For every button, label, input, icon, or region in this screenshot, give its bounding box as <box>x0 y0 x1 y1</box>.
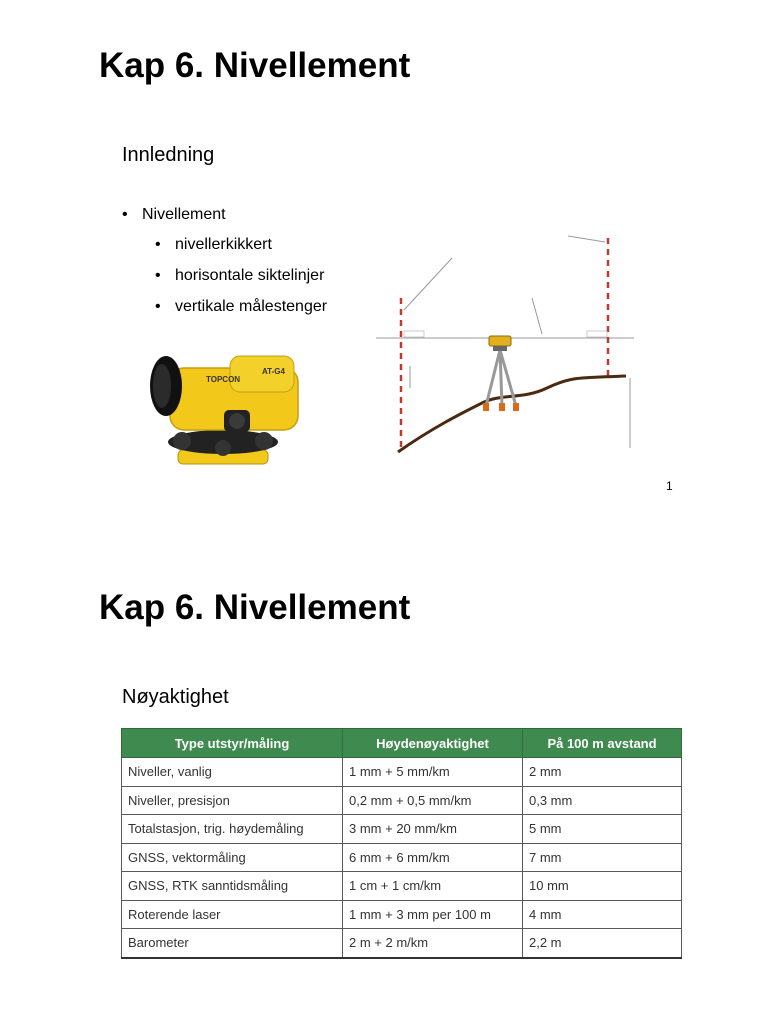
table-cell: Barometer <box>122 929 343 958</box>
table-cell: 2 m + 2 m/km <box>343 929 523 958</box>
table-row <box>122 843 682 872</box>
column-header: Høydenøyaktighet <box>343 729 523 758</box>
bullet-sub-2 <box>155 267 324 285</box>
table-cell: 2,2 m <box>523 929 682 958</box>
table-row <box>122 815 682 844</box>
table-cell: Totalstasjon, trig. høydemåling <box>122 815 343 844</box>
slide-title: Kap 6. Nivellement <box>99 46 411 85</box>
table-cell: 5 mm <box>523 815 682 844</box>
table-cell: Niveller, vanlig <box>122 758 343 787</box>
table-cell: 0,2 mm + 0,5 mm/km <box>343 786 523 815</box>
leveling-diagram <box>372 228 642 458</box>
table-row <box>122 786 682 815</box>
slide-subtitle: Innledning <box>122 144 215 166</box>
table-cell: GNSS, vektormåling <box>122 843 343 872</box>
table-row <box>122 900 682 929</box>
slide-title: Kap 6. Nivellement <box>99 588 411 627</box>
bullet-dot: • <box>122 206 128 223</box>
bullet-sub-3 <box>155 298 327 316</box>
bullet-sub-1 <box>155 236 272 254</box>
bullet-text: Nivellement <box>142 206 226 223</box>
table-cell: 1 mm + 5 mm/km <box>343 758 523 787</box>
leveling-instrument-image <box>140 338 310 470</box>
bullet-main <box>122 206 226 224</box>
table-cell: Niveller, presisjon <box>122 786 343 815</box>
bullet-dot: • <box>155 236 161 253</box>
table-cell: 10 mm <box>523 872 682 901</box>
table-row <box>122 872 682 901</box>
model-label-text: AT-G4 <box>262 367 285 376</box>
table-cell: Roterende laser <box>122 900 343 929</box>
slide-2 <box>0 512 768 1024</box>
table-cell: 7 mm <box>523 843 682 872</box>
bullet-text: vertikale målestenger <box>175 298 328 315</box>
table-cell: 1 cm + 1 cm/km <box>343 872 523 901</box>
bullet-dot: • <box>155 267 161 284</box>
table-cell: 4 mm <box>523 900 682 929</box>
column-header: Type utstyr/måling <box>122 729 343 758</box>
bullet-text: horisontale siktelinjer <box>175 267 325 284</box>
table-cell: GNSS, RTK sanntidsmåling <box>122 872 343 901</box>
table-cell: 0,3 mm <box>523 786 682 815</box>
brand-logo-text: TOPCON <box>206 375 241 384</box>
table-cell: 1 mm + 3 mm per 100 m <box>343 900 523 929</box>
bullet-dot: • <box>155 298 161 315</box>
table-cell: 6 mm + 6 mm/km <box>343 843 523 872</box>
table-header-row <box>122 729 682 758</box>
bullet-text: nivellerkikkert <box>175 236 272 253</box>
accuracy-table <box>121 728 682 959</box>
table-row <box>122 758 682 787</box>
column-header: På 100 m avstand <box>523 729 682 758</box>
table-cell: 3 mm + 20 mm/km <box>343 815 523 844</box>
slide-subtitle: Nøyaktighet <box>122 686 229 708</box>
table-row <box>122 929 682 958</box>
page-number: 1 <box>666 479 673 493</box>
table-cell: 2 mm <box>523 758 682 787</box>
